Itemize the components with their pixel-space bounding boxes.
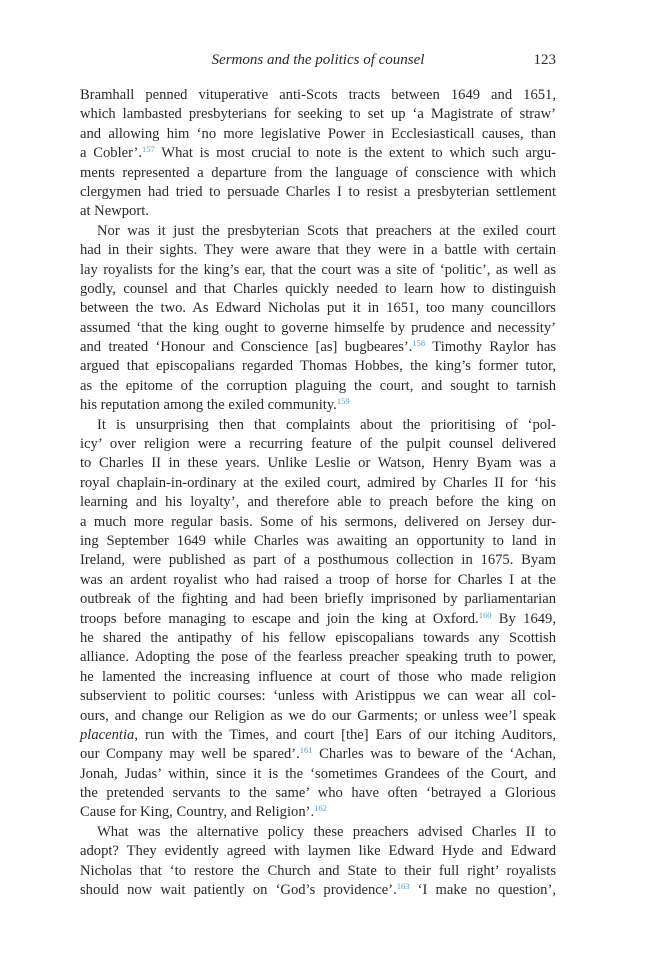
text-line xyxy=(80,842,556,861)
line-text: and treated ‘Honour and Conscience [as] bugbeares’. xyxy=(80,339,413,356)
text-line xyxy=(80,357,556,376)
text-line xyxy=(80,338,556,357)
text-line xyxy=(80,532,556,551)
footnote-ref[interactable]: 161 xyxy=(299,745,313,756)
line-text: was an ardent royalist who had raised a troop of horse for Charles I at the xyxy=(80,571,556,588)
line-text: icy’ over religion were a recurring feature of the pulpit counsel delivered xyxy=(80,436,556,453)
line-text: he shared the antipathy of his fellow episcopalians towards any Scottish xyxy=(80,629,556,646)
text-line xyxy=(80,707,556,726)
line-text: had in their sights. They were aware that they were in a battle with certain xyxy=(80,242,556,259)
line-text: argued that episcopalians regarded Thomas Hobbes, the king’s former tutor, xyxy=(80,358,556,375)
text-line xyxy=(80,280,556,299)
text-line xyxy=(80,551,556,570)
line-text-continued: What is most crucial to note is the extent to which such argu- xyxy=(154,145,556,162)
line-text-continued: Charles was to beware of the ‘Achan, xyxy=(312,746,556,763)
footnote-ref[interactable]: 158 xyxy=(412,338,426,349)
text-line xyxy=(80,881,556,900)
line-text: What was the alternative policy these preachers advised Charles II to xyxy=(97,823,556,840)
text-line xyxy=(80,261,556,280)
footnote-ref[interactable]: 160 xyxy=(478,609,492,620)
line-text: assumed ‘that the king ought to governe himselfe by prudence and necessity’ xyxy=(80,319,556,336)
line-text: a Cobler’. xyxy=(80,145,143,162)
text-line xyxy=(80,435,556,454)
text-line xyxy=(80,513,556,532)
line-text: It is unsurprising then that complaints about the prioritising of ‘pol- xyxy=(97,416,556,433)
text-line xyxy=(80,241,556,260)
text-line xyxy=(80,183,556,202)
italic-text: placentia xyxy=(80,726,135,743)
text-line xyxy=(80,803,556,822)
line-text: between the two. As Edward Nicholas put it in 1651, too many councillors xyxy=(80,300,556,317)
line-text: the pretended servants to the same’ who have often ‘betrayed a Glorious xyxy=(80,785,556,802)
line-text: a much more regular basis. Some of his sermons, delivered on Jersey dur- xyxy=(80,513,556,530)
text-line xyxy=(80,125,556,144)
text-line xyxy=(80,416,556,435)
footnote-ref[interactable]: 157 xyxy=(142,144,155,155)
line-text: lay royalists for the king’s ear, that the court was a site of ‘politic’, as well as xyxy=(80,261,556,278)
text-line xyxy=(80,823,556,842)
text-line xyxy=(80,164,556,183)
line-text: to Charles II in these years. Unlike Leslie or Watson, Henry Byam was a xyxy=(80,455,556,472)
line-text: at Newport. xyxy=(80,203,149,220)
footnote-ref[interactable]: 162 xyxy=(314,803,327,814)
text-line xyxy=(80,105,556,124)
text-line xyxy=(80,454,556,473)
line-text: clergymen had tried to persuade Charles I to resist a presbyterian settlement xyxy=(80,183,556,200)
line-text-continued: ‘I make no question’, xyxy=(409,882,556,899)
line-text: our Company may well be spared’. xyxy=(80,746,300,763)
footnote-ref[interactable]: 159 xyxy=(336,396,350,407)
line-text: troops before managing to escape and join the king at Oxford. xyxy=(80,610,479,627)
line-text-continued: Timothy Raylor has xyxy=(425,339,556,356)
text-line xyxy=(80,610,556,629)
line-text-continued: By 1649, xyxy=(491,610,556,627)
text-line xyxy=(80,299,556,318)
line-text: his reputation among the exiled community. xyxy=(80,397,337,414)
line-text: ours, and change our Religion as we do our Garments; or unless wee’l speak xyxy=(80,707,556,724)
text-line xyxy=(80,726,556,745)
line-text: Nor was it just the presbyterian Scots that preachers at the exiled court xyxy=(97,222,556,239)
text-line xyxy=(80,474,556,493)
line-text: learning and his loyalty’, and therefore able to preach before the king on xyxy=(80,494,556,511)
text-line xyxy=(80,687,556,706)
line-text: he lamented the increasing influence at court of those who made religion xyxy=(80,668,556,685)
text-line xyxy=(80,396,556,415)
line-text-continued: , run with the Times, and court [the] Ears of our itching Auditors, xyxy=(134,726,556,743)
text-line xyxy=(80,784,556,803)
body-text xyxy=(80,86,556,900)
footnote-ref[interactable]: 163 xyxy=(396,881,410,892)
running-title: Sermons and the politics of counsel xyxy=(211,52,425,68)
text-line xyxy=(80,202,556,221)
text-line xyxy=(80,648,556,667)
line-text: godly, counsel and that Charles quickly needed to learn how to distinguish xyxy=(80,280,556,297)
page-number: 123 xyxy=(533,52,556,68)
line-text: adopt? They evidently agreed with laymen like Edward Hyde and Edward xyxy=(80,843,556,860)
text-line xyxy=(80,222,556,241)
text-line xyxy=(80,765,556,784)
line-text: subservient to politic courses: ‘unless with Aristippus we can wear all col- xyxy=(80,688,556,705)
text-line xyxy=(80,377,556,396)
line-text: Bramhall penned vituperative anti-Scots tracts between 1649 and 1651, xyxy=(80,87,556,103)
line-text: should now wait patiently on ‘God’s providence’. xyxy=(80,882,397,899)
text-line xyxy=(80,319,556,338)
line-text: as the epitome of the corruption plaguing the court, and sought to tarnish xyxy=(80,377,556,394)
line-text: ments represented a departure from the language of conscience with which xyxy=(80,164,556,181)
text-line xyxy=(80,668,556,687)
line-text: royal chaplain-in-ordinary at the exiled court, admired by Charles II for ‘his xyxy=(80,474,556,491)
text-line xyxy=(80,86,556,105)
line-text: Cause for King, Country, and Religion’. xyxy=(80,804,315,821)
line-text: Ireland, were published as part of a posthumous collection in 1675. Byam xyxy=(80,552,556,569)
line-text: ing September 1649 while Charles was awaiting an opportunity to land in xyxy=(80,532,556,549)
line-text: Nicholas that ‘to restore the Church and State to their full right’ royalists xyxy=(80,862,556,879)
text-line xyxy=(80,862,556,881)
text-line xyxy=(80,493,556,512)
line-text: Jonah, Judas’ within, since it is the ‘sometimes Grandees of the Court, and xyxy=(80,765,556,782)
text-line xyxy=(80,629,556,648)
text-line xyxy=(80,745,556,764)
line-text: outbreak of the fighting and had been briefly imprisoned by parliamentarian xyxy=(80,591,556,608)
line-text: and allowing him ‘no more legislative Power in Ecclesiasticall causes, than xyxy=(80,125,556,142)
text-line xyxy=(80,571,556,590)
line-text: alliance. Adopting the pose of the fearless preacher speaking truth to power, xyxy=(80,649,556,666)
text-line xyxy=(80,590,556,609)
running-head xyxy=(80,50,556,70)
text-line xyxy=(80,144,556,163)
line-text: which lambasted presbyterians for seeking to set up ‘a Magistrate of straw’ xyxy=(80,106,556,123)
